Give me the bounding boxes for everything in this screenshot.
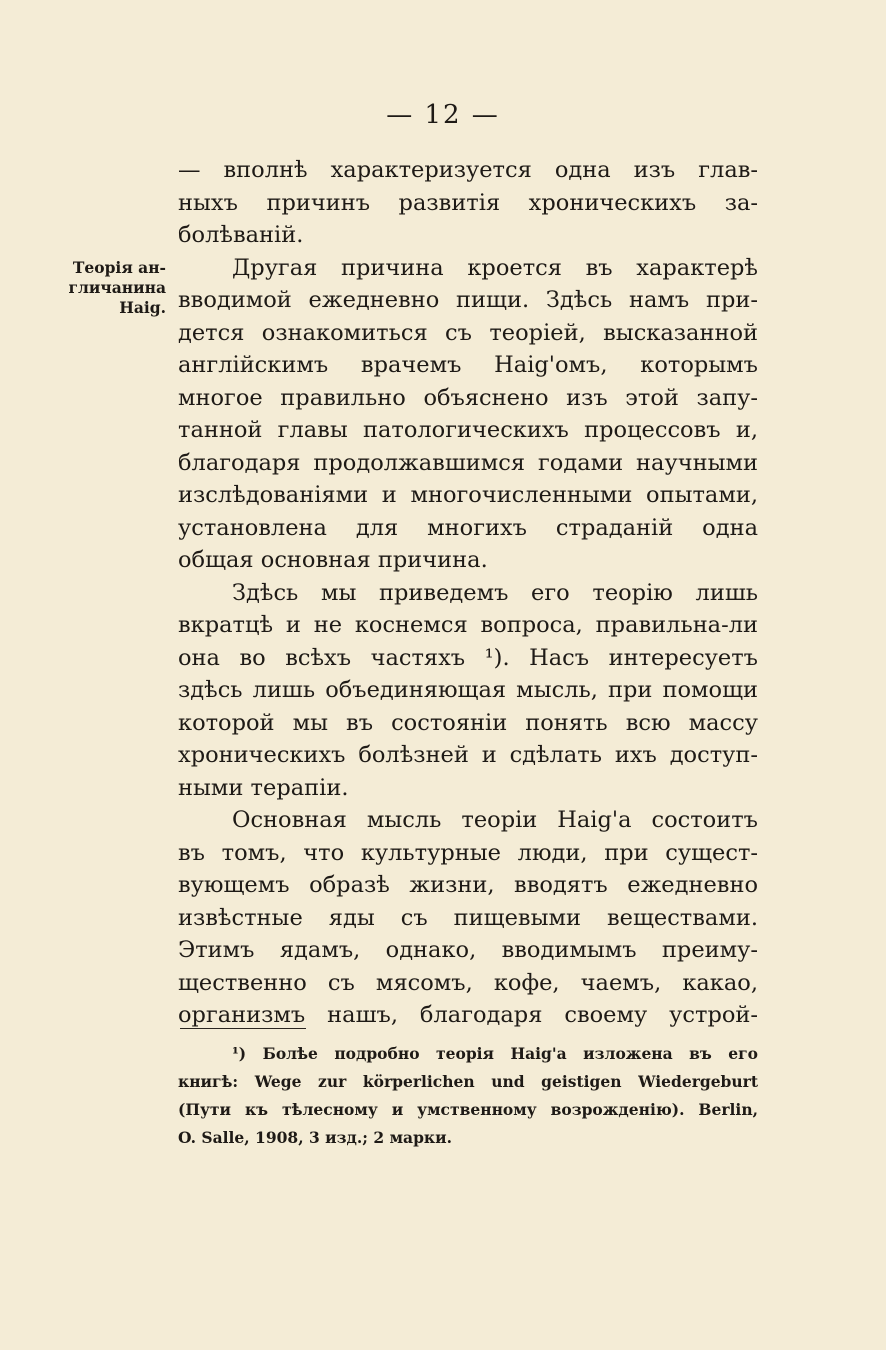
footnote-divider (180, 1028, 306, 1029)
text-line: щественно съ мясомъ, кофе, чаемъ, какао, (178, 969, 758, 996)
footnote-line: (Пути къ тѣлесному и умственному возрожденію). Berlin, (178, 1100, 758, 1119)
text-line: — вполнѣ характеризуется одна изъ глав- (178, 157, 758, 183)
text-line: организмъ нашъ, благодаря своему устрой- (178, 1002, 758, 1028)
margin-note-line: Haig. (119, 298, 166, 317)
footnote-line: ¹) Болѣе подробно теорія Haig'a изложена въ его (232, 1044, 758, 1063)
text-line: Этимъ ядамъ, однако, вводимымъ преиму- (178, 937, 758, 963)
text-line: изслѣдованіями и многочисленными опытами, (178, 482, 758, 508)
text-line: англійскимъ врачемъ Haig'омъ, которымъ (178, 352, 758, 378)
text-line: вкратцѣ и не коснемся вопроса, правильна-ли (178, 612, 758, 638)
text-line: установлена для многихъ страданій одна (178, 514, 758, 541)
text-line: общая основная причина. (178, 547, 488, 573)
text-line: многое правильно объяснено изъ этой запу- (178, 384, 758, 411)
text-line: благодаря продолжавшимся годами научными (178, 449, 758, 476)
text-line: вующемъ образѣ жизни, вводятъ ежедневно (178, 872, 758, 898)
margin-note-line: Теорія ан- (72, 258, 166, 277)
footnote-line: книгѣ: Wege zur körperlichen und geistigen Wiedergeburt (178, 1072, 758, 1091)
text-line: которой мы въ состояніи понять всю массу (178, 709, 758, 736)
body-text (178, 154, 758, 1032)
text-line: извѣстные яды съ пищевыми веществами. (178, 904, 758, 931)
text-line: вводимой ежедневно пищи. Здѣсь намъ при- (178, 287, 758, 313)
footnote-line: O. Salle, 1908, 3 изд.; 2 марки. (178, 1128, 453, 1147)
text-line: болѣваній. (178, 222, 304, 248)
text-line: ными терапіи. (178, 774, 349, 801)
text-line: хроническихъ болѣзней и сдѣлать ихъ доступ- (178, 742, 758, 768)
text-line: Здѣсь мы приведемъ его теорію лишь (232, 579, 758, 606)
footnotes (178, 1040, 758, 1152)
text-line: она во всѣхъ частяхъ ¹). Насъ интересуетъ (178, 644, 758, 671)
margin-note-line: гличанина (68, 278, 166, 297)
text-line: дется ознакомиться съ теоріей, высказанной (178, 319, 758, 346)
text-line: ныхъ причинъ развитія хроническихъ за- (178, 189, 758, 216)
margin-note (54, 258, 166, 318)
text-line: въ томъ, что культурные люди, при сущест- (178, 839, 758, 866)
text-line: Другая причина кроется въ характерѣ (232, 254, 758, 281)
text-line: здѣсь лишь объединяющая мысль, при помощи (178, 677, 758, 703)
text-line: танной главы патологическихъ процессовъ и, (178, 417, 758, 443)
text-line: Основная мысль теоріи Haig'a состоитъ (232, 807, 758, 833)
page-number: — 12 — (386, 100, 500, 130)
